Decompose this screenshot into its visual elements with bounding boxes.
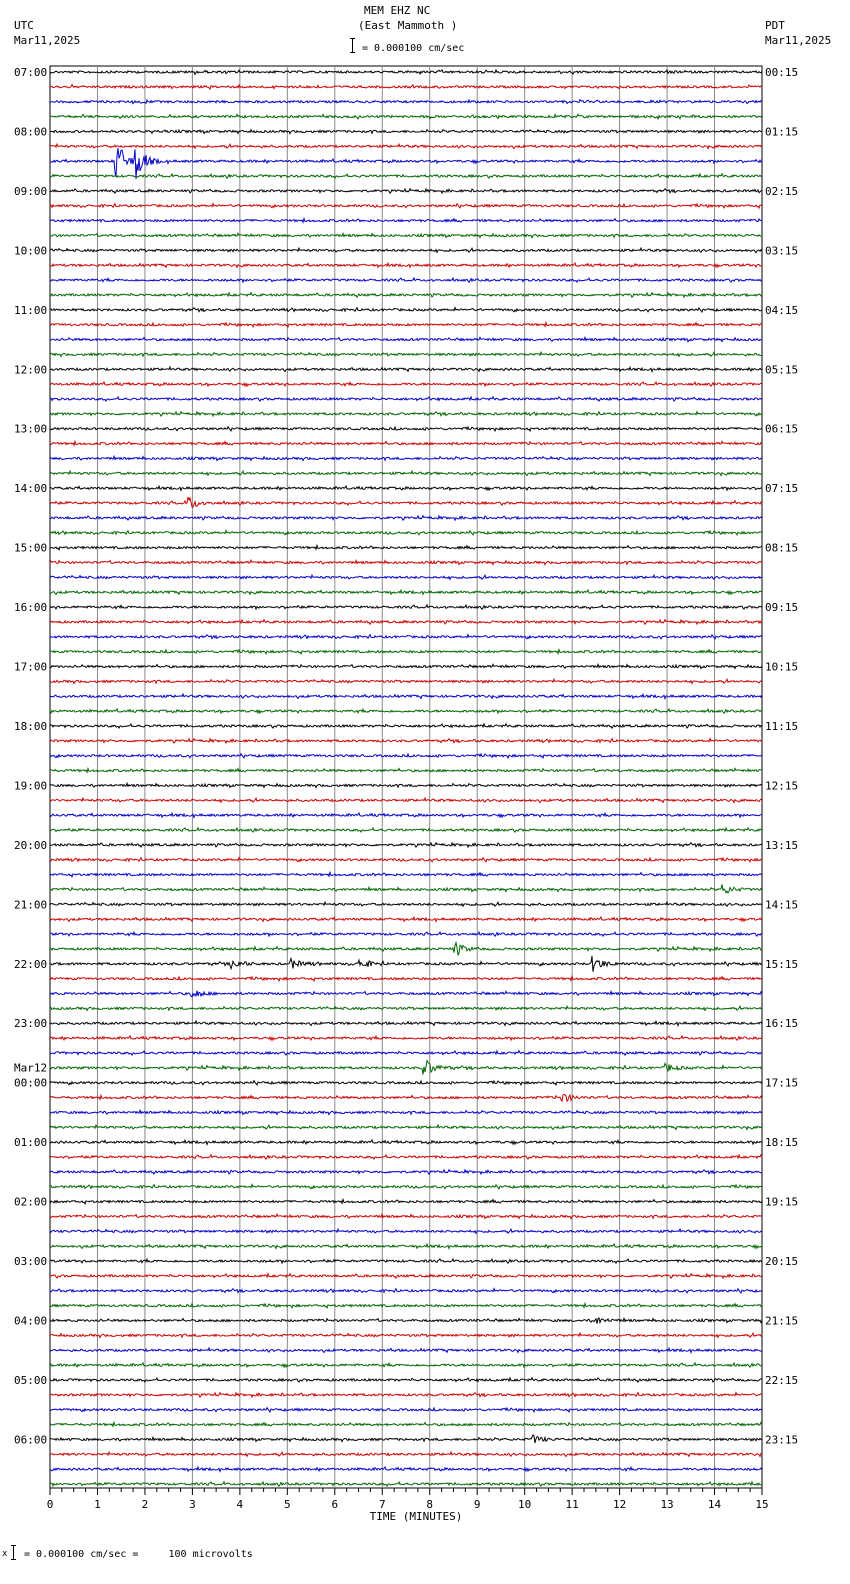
trace-27 bbox=[50, 471, 762, 475]
x-tick-label: 14 bbox=[707, 1498, 722, 1511]
trace-64 bbox=[50, 1021, 762, 1026]
trace-38 bbox=[50, 635, 762, 639]
left-time-label: 04:00 bbox=[14, 1314, 48, 1328]
trace-71 bbox=[50, 1125, 762, 1130]
trace-51 bbox=[50, 828, 762, 832]
trace-32 bbox=[50, 546, 762, 550]
trace-53 bbox=[50, 858, 762, 862]
trace-11 bbox=[50, 233, 762, 238]
left-time-label: 08:00 bbox=[14, 125, 48, 139]
left-time-label: 02:00 bbox=[14, 1195, 48, 1209]
trace-43 bbox=[50, 709, 762, 713]
trace-72 bbox=[50, 1140, 762, 1144]
x-tick-label: 0 bbox=[46, 1498, 54, 1511]
trace-17 bbox=[50, 323, 762, 327]
station-title: MEM EHZ NC bbox=[364, 4, 431, 17]
left-time-label: 16:00 bbox=[14, 601, 48, 615]
right-time-label: 15:15 bbox=[765, 957, 799, 971]
trace-55 bbox=[50, 885, 762, 893]
right-time-label: 01:15 bbox=[765, 125, 799, 139]
right-time-label: 19:15 bbox=[765, 1195, 799, 1209]
trace-21 bbox=[50, 382, 762, 386]
x-tick-label: 9 bbox=[473, 1498, 481, 1511]
trace-29 bbox=[50, 497, 762, 507]
left-timezone: UTC bbox=[14, 19, 34, 32]
right-time-label: 00:15 bbox=[765, 66, 799, 79]
right-time-label: 23:15 bbox=[765, 1433, 799, 1447]
x-axis-label: TIME (MINUTES) bbox=[369, 1510, 463, 1523]
left-time-label: 05:00 bbox=[14, 1373, 48, 1387]
trace-52 bbox=[50, 843, 762, 847]
trace-1 bbox=[50, 85, 762, 90]
trace-28 bbox=[50, 486, 762, 490]
trace-34 bbox=[50, 575, 762, 579]
left-time-label: 06:00 bbox=[14, 1433, 48, 1447]
trace-42 bbox=[50, 694, 762, 699]
trace-0 bbox=[50, 70, 762, 74]
right-time-label: 06:15 bbox=[765, 422, 799, 436]
trace-60 bbox=[50, 956, 762, 972]
trace-39 bbox=[50, 650, 762, 654]
trace-80 bbox=[50, 1259, 762, 1263]
trace-33 bbox=[50, 560, 762, 564]
trace-95 bbox=[50, 1482, 762, 1486]
x-tick-label: 2 bbox=[141, 1498, 149, 1511]
right-time-label: 04:15 bbox=[765, 303, 799, 317]
x-tick-label: 5 bbox=[284, 1498, 291, 1511]
trace-81 bbox=[50, 1274, 762, 1279]
trace-37 bbox=[50, 620, 762, 625]
right-time-label: 21:15 bbox=[765, 1314, 799, 1328]
plot-grid bbox=[50, 66, 762, 1488]
trace-18 bbox=[50, 337, 762, 341]
trace-36 bbox=[50, 605, 762, 609]
right-time-label: 09:15 bbox=[765, 601, 799, 615]
x-tick-label: 11 bbox=[565, 1498, 579, 1511]
trace-94 bbox=[50, 1467, 762, 1471]
trace-75 bbox=[50, 1185, 762, 1189]
trace-5 bbox=[50, 144, 762, 148]
trace-26 bbox=[50, 456, 762, 460]
trace-77 bbox=[50, 1214, 762, 1218]
station-location: (East Mammoth ) bbox=[358, 19, 458, 32]
right-time-label: 13:15 bbox=[765, 838, 799, 852]
x-tick-label: 10 bbox=[518, 1498, 532, 1511]
right-time-label: 05:15 bbox=[765, 363, 799, 377]
left-time-label: 14:00 bbox=[14, 482, 48, 496]
trace-10 bbox=[50, 219, 762, 223]
right-timezone: PDT bbox=[765, 19, 785, 32]
right-time-label: 03:15 bbox=[765, 244, 799, 258]
trace-44 bbox=[50, 724, 762, 728]
right-time-label: 08:15 bbox=[765, 541, 799, 555]
trace-2 bbox=[50, 100, 762, 104]
footer-scale-bar-icon bbox=[11, 1545, 16, 1560]
trace-85 bbox=[50, 1333, 762, 1337]
left-time-label: 09:00 bbox=[14, 184, 48, 198]
right-time-label: 11:15 bbox=[765, 719, 799, 733]
left-time-label: 21:00 bbox=[14, 898, 48, 912]
right-date: Mar11,2025 bbox=[765, 34, 832, 47]
right-time-label: 20:15 bbox=[765, 1255, 799, 1269]
trace-23 bbox=[50, 412, 762, 416]
trace-48 bbox=[50, 783, 762, 787]
trace-35 bbox=[50, 590, 762, 594]
trace-45 bbox=[50, 739, 762, 744]
left-time-label: 00:00 bbox=[14, 1076, 48, 1090]
left-time-label: 15:00 bbox=[14, 541, 48, 555]
right-time-label: 02:15 bbox=[765, 184, 799, 198]
trace-50 bbox=[50, 813, 762, 817]
x-tick-label: 4 bbox=[236, 1498, 244, 1511]
x-tick-label: 8 bbox=[426, 1498, 434, 1511]
left-time-label: 22:00 bbox=[14, 957, 48, 971]
left-date-label: Mar12 bbox=[14, 1061, 48, 1075]
left-date: Mar11,2025 bbox=[14, 34, 81, 47]
x-tick-label: 3 bbox=[189, 1498, 196, 1511]
right-time-label: 10:15 bbox=[765, 660, 799, 674]
trace-65 bbox=[50, 1036, 762, 1040]
trace-16 bbox=[50, 308, 762, 312]
left-time-label: 07:00 bbox=[14, 66, 48, 79]
plot-frame bbox=[50, 66, 762, 1488]
trace-4 bbox=[50, 130, 762, 134]
right-time-label: 12:15 bbox=[765, 779, 799, 793]
trace-56 bbox=[50, 902, 762, 906]
trace-47 bbox=[50, 768, 762, 772]
trace-30 bbox=[50, 516, 762, 520]
trace-14 bbox=[50, 278, 762, 282]
trace-79 bbox=[50, 1244, 762, 1248]
trace-59 bbox=[50, 943, 762, 955]
trace-68 bbox=[50, 1081, 762, 1085]
trace-92 bbox=[50, 1435, 762, 1443]
left-time-label: 23:00 bbox=[14, 1017, 48, 1031]
right-time-label: 18:15 bbox=[765, 1136, 799, 1150]
trace-41 bbox=[50, 679, 762, 683]
trace-82 bbox=[50, 1289, 762, 1293]
left-time-label: 17:00 bbox=[14, 660, 48, 674]
trace-9 bbox=[50, 204, 762, 208]
trace-93 bbox=[50, 1452, 762, 1457]
trace-88 bbox=[50, 1378, 762, 1382]
x-axis bbox=[47, 1488, 769, 1523]
trace-8 bbox=[50, 189, 762, 193]
left-time-label: 11:00 bbox=[14, 303, 48, 317]
right-time-label: 16:15 bbox=[765, 1017, 799, 1031]
left-time-label: 12:00 bbox=[14, 363, 48, 377]
trace-group bbox=[50, 70, 762, 1486]
x-tick-label: 15 bbox=[755, 1498, 769, 1511]
trace-20 bbox=[50, 367, 762, 372]
trace-7 bbox=[50, 174, 762, 178]
right-time-label: 22:15 bbox=[765, 1373, 799, 1387]
scale-label: = 0.000100 cm/sec bbox=[362, 43, 465, 54]
trace-78 bbox=[50, 1229, 762, 1233]
trace-84 bbox=[50, 1318, 762, 1324]
left-time-label: 13:00 bbox=[14, 422, 48, 436]
left-time-label: 01:00 bbox=[14, 1136, 48, 1150]
trace-13 bbox=[50, 263, 762, 267]
trace-91 bbox=[50, 1422, 762, 1426]
x-tick-label: 12 bbox=[612, 1498, 627, 1511]
x-tick-label: 13 bbox=[660, 1498, 674, 1511]
footer-scale-prefix: x bbox=[2, 1549, 8, 1559]
trace-24 bbox=[50, 427, 762, 431]
trace-66 bbox=[50, 1051, 762, 1055]
trace-86 bbox=[50, 1348, 762, 1353]
left-time-label: 03:00 bbox=[14, 1255, 48, 1269]
trace-54 bbox=[50, 873, 762, 877]
right-time-label: 07:15 bbox=[765, 482, 799, 496]
trace-63 bbox=[50, 1006, 762, 1010]
trace-46 bbox=[50, 754, 762, 758]
trace-76 bbox=[50, 1200, 762, 1204]
left-time-label: 18:00 bbox=[14, 719, 48, 733]
trace-25 bbox=[50, 441, 762, 445]
trace-58 bbox=[50, 932, 762, 936]
footer-scale-note: = 0.000100 cm/sec = 100 microvolts bbox=[24, 1549, 253, 1560]
trace-31 bbox=[50, 531, 762, 535]
trace-83 bbox=[50, 1304, 762, 1308]
trace-57 bbox=[50, 917, 762, 921]
x-tick-label: 7 bbox=[378, 1498, 386, 1511]
trace-74 bbox=[50, 1170, 762, 1174]
trace-61 bbox=[50, 977, 762, 981]
trace-89 bbox=[50, 1393, 762, 1398]
left-time-label: 10:00 bbox=[14, 244, 48, 258]
trace-6 bbox=[50, 148, 762, 179]
trace-87 bbox=[50, 1363, 762, 1367]
trace-73 bbox=[50, 1155, 762, 1159]
trace-49 bbox=[50, 798, 762, 803]
trace-40 bbox=[50, 664, 762, 668]
trace-70 bbox=[50, 1110, 762, 1114]
x-tick-label: 1 bbox=[94, 1498, 101, 1511]
trace-69 bbox=[50, 1094, 762, 1101]
trace-15 bbox=[50, 293, 762, 298]
left-time-label: 19:00 bbox=[14, 779, 48, 793]
trace-19 bbox=[50, 352, 762, 356]
trace-67 bbox=[50, 1061, 762, 1075]
trace-12 bbox=[50, 248, 762, 253]
trace-90 bbox=[50, 1408, 762, 1412]
right-time-label: 14:15 bbox=[765, 898, 799, 912]
trace-3 bbox=[50, 114, 762, 119]
left-time-label: 20:00 bbox=[14, 838, 48, 852]
right-time-label: 17:15 bbox=[765, 1076, 799, 1090]
trace-22 bbox=[50, 397, 762, 401]
x-tick-label: 6 bbox=[331, 1498, 339, 1511]
trace-62 bbox=[50, 991, 762, 997]
